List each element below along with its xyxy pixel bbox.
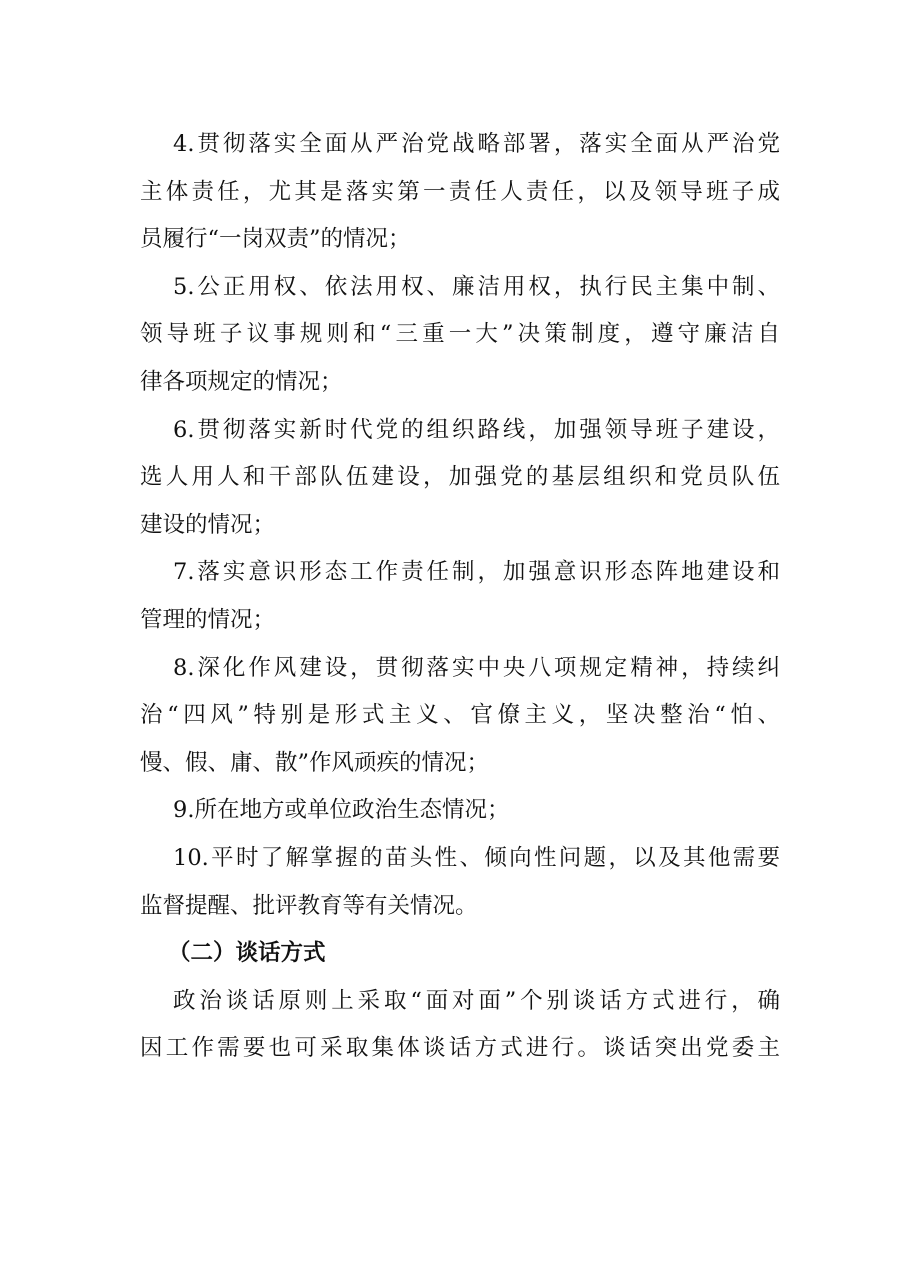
paragraph-conversation-method [140, 978, 780, 1073]
text-line: 10.平时了解掌握的苗头性、倾向性问题，以及其他需要 [173, 844, 780, 871]
paragraph-item-6 [140, 407, 780, 550]
text-line: 4.贯彻落实全面从严治党战略部署，落实全面从严治党 [173, 131, 780, 157]
text-line: 慢、假、庸、散”作风顽疾的情况； [140, 749, 490, 776]
text-line: 9.所在地方或单位政治生态情况； [173, 797, 510, 824]
section-heading: （二）谈话方式 [168, 940, 326, 967]
text-line: 7.落实意识形态工作责任制，加强意识形态阵地建设和 [173, 559, 780, 586]
paragraph-item-5 [140, 264, 780, 407]
text-line: 8.深化作风建设，贯彻落实中央八项规定精神，持续纠 [173, 654, 780, 681]
paragraph-item-9 [140, 787, 780, 835]
text-line: 6.贯彻落实新时代党的组织路线，加强领导班子建设， [173, 416, 780, 443]
paragraph-item-7 [140, 549, 780, 644]
paragraph-item-10 [140, 835, 780, 930]
text-line: 领导班子议事规则和“三重一大”决策制度，遵守廉洁自 [140, 321, 780, 348]
text-line: 员履行“一岗双责”的情况； [140, 226, 411, 253]
text-line: 建设的情况； [140, 511, 276, 538]
paragraph-item-8 [140, 645, 780, 788]
text-line: 5.公正用权、依法用权、廉洁用权，执行民主集中制、 [173, 273, 780, 300]
text-line: 监督提醒、批评教育等有关情况。 [140, 892, 478, 919]
paragraph-item-4 [140, 121, 780, 264]
text-line: 主体责任，尤其是落实第一责任人责任，以及领导班子成 [140, 178, 780, 205]
text-line: 因工作需要也可采取集体谈话方式进行。谈话突出党委主 [140, 1035, 780, 1062]
text-line: 律各项规定的情况； [140, 368, 343, 395]
text-line: 管理的情况； [140, 606, 276, 633]
text-line: 治“四风”特别是形式主义、官僚主义，坚决整治“怕、 [140, 702, 780, 729]
document-body [140, 121, 780, 1073]
text-line: 选人用人和干部队伍建设，加强党的基层组织和党员队伍 [140, 464, 780, 491]
text-line: 政治谈话原则上采取“面对面”个别谈话方式进行，确 [173, 987, 780, 1014]
